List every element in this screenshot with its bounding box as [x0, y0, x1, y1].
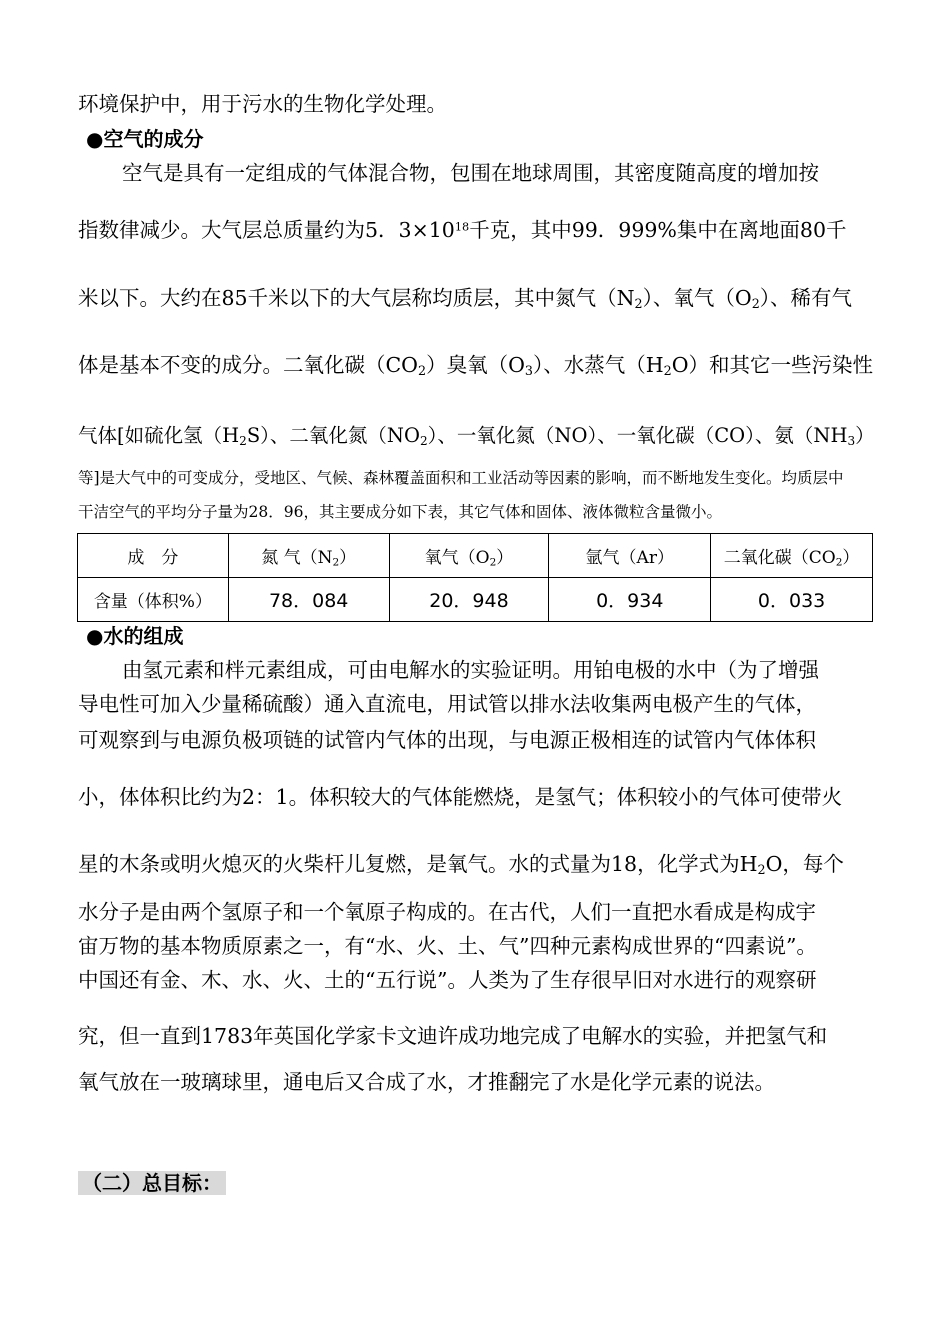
table-cell: 成 分: [78, 534, 229, 578]
table-cell: 78．084: [228, 578, 389, 622]
text-line: 气体[如硫化氢$(H_2S)$、二氧化氮$(NO_2)$、一氧化氮（NO）、一氧化碳（CO）、氨$(NH_3)$: [78, 424, 875, 449]
text-line: 由氢元素和柈元素组成，可由电解水的实验证明。用铂电极的水中（为了增强: [122, 658, 819, 682]
section-heading-water: ●水的组成: [86, 624, 184, 648]
text-line: 可观察到与电源负极项链的试管内气体的出现，与电源正极相连的试管内气体体积: [78, 728, 816, 752]
table-cell: 0．033: [711, 578, 873, 622]
text-line: 宙万物的基本物质原素之一，有“水、火、土、气”四种元素构成世界的“四素说”。: [78, 934, 817, 958]
text-line: 指数律减少。大气层总质量约为5．$3\times 10^{18}$千克，其中99．999%集中在离地面80千: [78, 218, 847, 242]
text-line: 干洁空气的平均分子量为28．96，其主要成分如下表，其它气体和固体、液体微粒含量微小。: [78, 503, 722, 521]
text-line: 氧气放在一玻璃球里，通电后又合成了水，才推翻完了水是化学元素的说法。: [78, 1070, 775, 1094]
table-cell: 20．948: [389, 578, 549, 622]
table-cell: 0．934: [549, 578, 711, 622]
table-cell: 含量（体积%）: [78, 578, 229, 622]
section-heading-air: ●空气的成分: [86, 127, 204, 151]
text-line: 空气是具有一定组成的气体混合物，包围在地球周围，其密度随高度的增加按: [122, 161, 819, 185]
text-line: 水分子是由两个氢原子和一个氧原子构成的。在古代，人们一直把水看成是构成宇: [78, 900, 816, 924]
table-row: [78, 578, 873, 622]
text-line: 星的木条或明火熄灭的火柴杆儿复燃，是氧气。水的式量为18，化学式为$H_2O$，每个: [78, 852, 844, 878]
section-heading-goal: （二）总目标：: [78, 1169, 226, 1197]
table-cell: 氮 气$(N_2)$: [228, 534, 389, 578]
text-line: 体是基本不变的成分。二氧化碳$(CO_2)$臭氧$(O_3)$、水蒸气$(H_2O)$和其它一些污染性: [78, 353, 874, 379]
text-line: 环境保护中，用于污水的生物化学处理。: [78, 92, 447, 116]
text-line: 等]是大气中的可变成分，受地区、气候、森林覆盖面积和工业活动等因素的影响，而不断地发生变化。均质层中: [78, 469, 844, 487]
text-line: 导电性可加入少量稀硫酸）通入直流电，用试管以排水法收集两电极产生的气体，: [78, 692, 816, 716]
table-cell: 二氧化碳$(CO_2)$: [711, 534, 873, 578]
text-line: 小，体体积比约为2：1。体积较大的气体能燃烧，是氢气；体积较小的气体可使带火: [78, 785, 843, 809]
table-cell: 氧气$(O_2)$: [389, 534, 549, 578]
text-line: 究，但一直到1783年英国化学家卡文迪许成功地完成了电解水的实验，并把氢气和: [78, 1024, 828, 1048]
text-line: 米以下。大约在85千米以下的大气层称均质层，其中氮气$(N_2)$、氧气$(O_2)$、稀有气: [78, 286, 853, 312]
table-header-row: [78, 534, 873, 578]
air-composition-table: [77, 533, 873, 622]
table-cell: 氩气（Ar）: [549, 534, 711, 578]
text-line: 中国还有金、木、水、火、土的“五行说”。人类为了生存很早旧对水进行的观察研: [78, 968, 817, 992]
